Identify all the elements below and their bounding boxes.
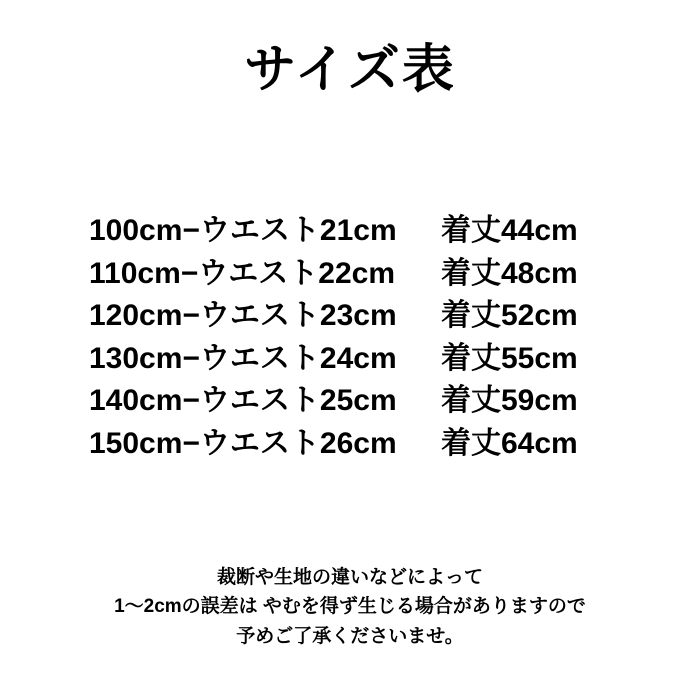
size-waist-cell: 150cm−ウエスト26cm (89, 426, 397, 460)
note-line: 裁断や生地の違いなどによって (216, 567, 483, 588)
size-length-cell: 着丈55cm (441, 341, 578, 375)
size-length-cell: 着丈52cm (441, 299, 578, 333)
size-length-cell: 着丈48cm (441, 256, 578, 290)
table-row (0, 253, 700, 296)
size-length-cell: 着丈59cm (441, 384, 578, 418)
size-waist-cell: 130cm−ウエスト24cm (89, 341, 397, 375)
size-waist-cell: 110cm−ウエスト22cm (89, 256, 396, 290)
table-row (0, 210, 700, 253)
disclaimer-notes (0, 563, 700, 651)
table-row (0, 423, 700, 466)
size-length-cell: 着丈64cm (441, 426, 578, 460)
table-row (0, 338, 700, 381)
table-row (0, 295, 700, 338)
page-title: サイズ表 (244, 41, 456, 99)
size-table (0, 210, 700, 466)
size-length-cell: 着丈44cm (441, 214, 578, 247)
table-row (0, 380, 700, 423)
size-waist-cell: 100cm−ウエスト21cm (89, 214, 397, 247)
note-line: 予めご了承くださいませ。 (236, 625, 464, 647)
size-waist-cell: 140cm−ウエスト25cm (89, 384, 397, 418)
size-waist-cell: 120cm−ウエスト23cm (89, 299, 397, 333)
note-line: 1〜2cmの誤差は やむを得ず生じる場合がありますので (114, 596, 586, 618)
